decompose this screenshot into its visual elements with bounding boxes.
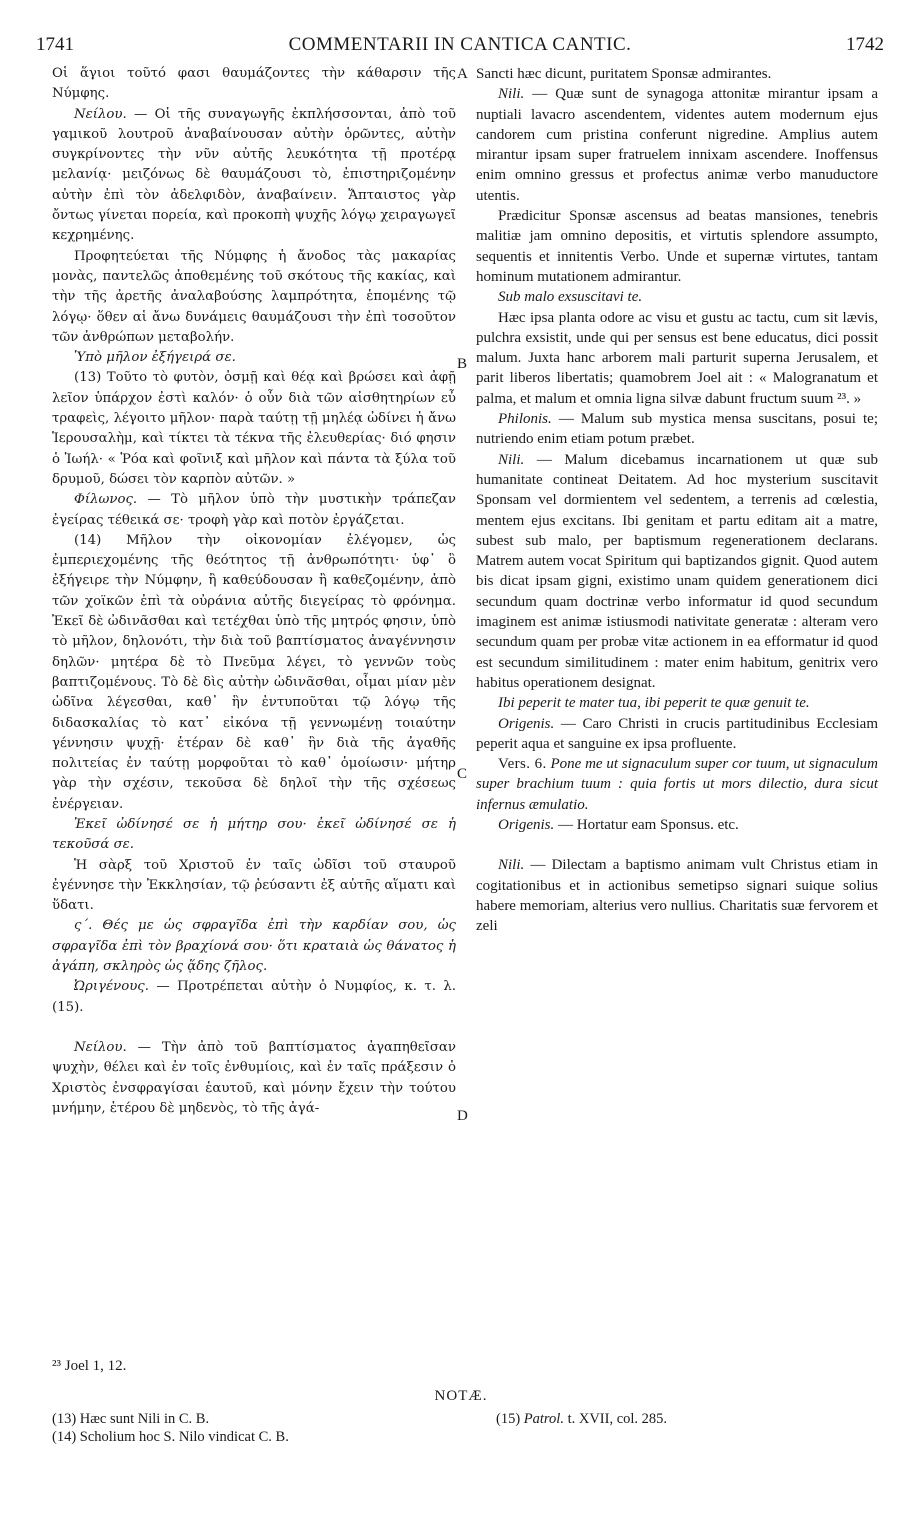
greek-paragraph: (14) Μῆλον τὴν οἰκονομίαν ἐλέγομεν, ὡς ἐμπεριεχομένης τῆς θεότητος τῇ ἀνθρωπότητι· ὑφ᾽ ὃ ἐξήγειρε τὴν Νύμφην, ἢ καθεύδουσαν ἢ καθεζομένην, ἀπὸ τῶν χοϊκῶν ἐπὶ τὰ οὐράνια αὐτῆς διεγείρας τὸ φρόνημα. Ἐκεῖ δὲ ὠδινᾶσθαι καὶ τετέχθαι ὑπὸ τῆς μητρός φησιν, ὑπὸ τὸ μῆλον, δηλονότι, τὴν διὰ τοῦ βαπτίσματος ἀναγέννησιν δηλῶν· μητέρα δὲ τὸ Πνεῦμα λέγει, τὸ γεννῶν τοὺς βαπτιζομένους. Τὸ δὲ δὶς αὐτὴν ὠδινᾶσθαι, οἶμαι μίαν μὲν ὠδῖνα λέγεσθαι, καθ᾽ ἣν ἐντυποῦται τῷ λόγῳ τῆς διδασκαλίας τὸ κατ᾽ εἰκόνα τῇ γεννωμένῃ τοιαύτην γέννησιν ψυχῇ· ἑτέραν δὲ καθ᾽ ἣν διὰ τῆς ἀγαθῆς πολιτείας ἐν ταύτῃ μορφοῦται τὸ καθ᾽ ὁμοίωσιν· μήτηρ γὰρ τὴν σχέσιν, τεκοῦσα δὲ δηλοῖ τὴν τῆς σχέσεως ἐνέργειαν.: [52, 532, 456, 812]
latin-paragraph: Vers. 6. Pone me ut signaculum super cor tuum, ut signaculum super brachium tuum : quia fortis ut mors dilectio, dura sicut infernus æmulatio.: [476, 756, 878, 813]
latin-paragraph: Philonis. — Malum sub mystica mensa suscitans, posui te; nutriendo enim etiam potum præbet.: [476, 411, 878, 448]
margin-letter-d: D: [457, 1108, 468, 1124]
note-13: (13) Hæc sunt Nili in C. B.: [52, 1411, 210, 1427]
latin-paragraph: Origenis. — Hortatur eam Sponsus. etc.: [498, 816, 739, 833]
margin-letter-c: C: [457, 766, 468, 782]
latin-paragraph: Nili. — Quæ sunt de synagoga attonitæ mirantur ipsam a nuptiali lavacro ascendentem, videntes autem modernum ejus candorem cum pristina conferunt nigredine. Amplius autem mirantur ipsam super fratruelem innixam ascendere. Inoffensus enim omnino gressus et profectus animæ verbo manuductore utentis.: [476, 86, 878, 204]
note-14: (14) Scholium hoc S. Nilo vindicat C. B.: [52, 1429, 289, 1445]
footnote: ²³ Joel 1, 12.: [52, 1358, 127, 1374]
greek-paragraph: Ὠριγένους. — Προτρέπεται αὐτὴν ὁ Νυμφίος, κ. τ. λ. (15).: [52, 979, 456, 1015]
note-15: (15) Patrol. t. XVII, col. 285.: [496, 1411, 668, 1427]
right-page-number: 1742: [846, 34, 884, 55]
greek-attribution: Νείλου.: [74, 1039, 127, 1055]
latin-paragraph: Hæc ipsa planta odore ac visu et gustu ac tactu, cum sit lævis, pulchra exsistit, unde qui per sensus est bene educatus, dici possit malum. Juxta hanc arborem mali parturit superna Jerusalem, et parit liberos libertatis; quamobrem Joel ait : « Malogranatum et palma, et malum et omnia ligna silvæ dabunt fructum suum ²³. »: [476, 309, 878, 407]
latin-attribution: Origenis.: [498, 715, 555, 732]
latin-paragraph: Nili. — Malum dicebamus incarnationem ut quæ sub humanitate contineat Deitatem. Ad hoc mysterium suscitavit Sponsam vel dormientem vel sedentem, a terrenis ad cœlestia, mentem ejus excitans. Ibi genitam et partu editam ait a matre, subest sub malo, per baptismum regenerationem declarans. Matrem autem vocat Spiritum qui baptizandos gignit. Quod autem bis dicat ipsam gigni, existimo unam quidem generationem dici secundum quam doctrinæ verbo informatur id quod secundum imaginem est animæ istiusmodi nativitate generatæ : alteram vero secundum quam per probæ vitæ actionem in ea efformatur id quod est secundum similitudinem : mater enim habitum, genitrix vero habitus operationem designat.: [476, 451, 878, 691]
running-title: COMMENTARII IN CANTICA CANTIC.: [288, 34, 632, 55]
running-header: [36, 34, 884, 62]
latin-paragraph: Prædicitur Sponsæ ascensus ad beatas mansiones, tenebris malitiæ jam omnino depositis, et virtutis splendore assumpto, sequentis et innitentis Verbo. Unde et supernæ virtutes, tantam hominum mutationem admirantur.: [476, 208, 878, 285]
latin-attribution: Origenis.: [498, 816, 555, 833]
verse-label: Vers. 6.: [498, 756, 547, 773]
latin-attribution: Nili.: [498, 86, 525, 103]
margin-letter-a: A: [457, 66, 468, 82]
greek-lemma: ς΄. Θές με ὡς σφραγῖδα ἐπὶ τὴν καρδίαν σου, ὡς σφραγῖδα ἐπὶ τὸν βραχίονά σου· ὅτι κραταιὰ ὡς θάνατος ἡ ἀγάπη, σκληρὸς ὡς ᾅδης ζῆλος.: [52, 918, 456, 975]
greek-lemma: Ὑπὸ μῆλον ἐξήγειρά σε.: [74, 350, 236, 366]
latin-lemma: Sub malo exsuscitavi te.: [498, 289, 643, 306]
left-page-number: 1741: [36, 34, 74, 55]
greek-lemma: Ἐκεῖ ὠδίνησέ σε ἡ μήτηρ σου· ἐκεῖ ὠδίνησέ σε ἡ τεκοῦσά σε.: [52, 816, 456, 853]
margin-letter-b: B: [457, 356, 468, 372]
notes-left: [52, 1410, 472, 1446]
latin-lemma: Ibi peperit te mater tua, ibi peperit te quæ genuit te.: [498, 695, 810, 712]
greek-paragraph: Ἡ σὰρξ τοῦ Χριστοῦ ἐν ταῖς ὠδῖσι τοῦ σταυροῦ ἐγέννησε τὴν Ἐκκλησίαν, τῷ ῥεύσαντι ἐξ αὐτῆς αἵματι καὶ ὕδατι.: [52, 857, 456, 914]
latin-attribution: Nili.: [498, 857, 525, 874]
greek-paragraph: Προφητεύεται τῆς Νύμφης ἡ ἄνοδος τὰς μακαρίας μονὰς, παντελῶς ἀποθεμένης τοῦ σκότους τῆς κακίας, καὶ τὴν τῆς ἀρετῆς ἀναλαβούσης λαμπρότητα, ἑπομένης τῷ λόγῳ· ὅθεν αἱ ἄνω δυνάμεις θαυμάζουσι τὴν ἐπὶ τοσοῦτον τῶν ἀνθρώπων μεταβολήν.: [52, 248, 456, 345]
greek-paragraph: (13) Τοῦτο τὸ φυτὸν, ὀσμῇ καὶ θέᾳ καὶ βρώσει καὶ ἀφῇ λεῖον ὑπάρχον ἐστὶ καλόν· ὁ οὖν διὰ τῶν αἰσθητηρίων εὖ τραφεὶς, λέγοιτο μῆλον· παρὰ ταύτῃ τῇ μηλέᾳ ὠδίνει ἡ ἄνω Ἱερουσαλὴμ, καὶ τίκτει τὰ τέκνα τῆς ἐλευθερίας· διό φησιν ὁ Ἰωήλ· « Ῥόα καὶ φοῖνιξ καὶ μῆλον καὶ πάντα τὰ ξύλα τοῦ δρυμοῦ, δώσει τὸν καρπὸν αὐτῶν. »: [52, 370, 456, 487]
greek-paragraph: Φίλωνος. — Τὸ μῆλον ὑπὸ τὴν μυστικὴν τράπεζαν ἐγείρας τέθεικά σε· τροφὴ γὰρ καὶ ποτὸν ἐργάζεται.: [52, 492, 456, 528]
latin-attribution: Nili.: [498, 451, 525, 468]
greek-paragraph: Νείλου. — Οἱ τῆς συναγωγῆς ἐκπλήσσονται, ἀπὸ τοῦ γαμικοῦ λουτροῦ ἀναβαίνουσαν αὐτὴν ὁρῶντες, αὐτὴν συγκρίνοντες τὴν νῦν αὐτῆς λευκότητα τῇ προτέρᾳ μελανίᾳ· μειζόνως δὲ θαυμάζουσι τὸ, ἐπιστηριζομένην αὐτὴν ἐπὶ τὸν ἀδελφιδὸν, ἀναβαίνειν. Ἄπταιστος γὰρ ὄντως γίνεται πορεία, καὶ προκοπὴ ψυχῆς λόγῳ χειραγωγεῖ κεχρημένης.: [52, 106, 456, 244]
greek-paragraph: Νείλου. — Τὴν ἀπὸ τοῦ βαπτίσματος ἀγαπηθεῖσαν ψυχὴν, θέλει καὶ ἐν τοῖς ἐνθυμίοις, καὶ ἐν ταῖς πράξεσιν ὁ Χριστὸς ἐνσφραγίσαι ἑαυτοῦ, καὶ μόνην ἔχειν τὴν τούτου μνήμην, ἑτέρου δὲ μηδενὸς, τὸ τῆς ἀγά-: [52, 1039, 456, 1116]
greek-paragraph: Οἱ ἅγιοι τοῦτό φασι θαυμάζοντες τὴν κάθαρσιν τῆς Νύμφης.: [52, 66, 456, 102]
notes-heading: NOTÆ.: [434, 1388, 488, 1404]
greek-attribution: Φίλωνος.: [74, 492, 138, 508]
greek-column: [52, 64, 456, 1119]
latin-paragraph: Nili. — Dilectam a baptismo animam vult Christus etiam in cogitationibus et in actionibus semetipso signari suique solius habere memoriam, alterius vero nullius. Charitatis suæ fervorem et zeli: [476, 857, 878, 935]
greek-attribution: Ὠριγένους.: [74, 979, 149, 995]
latin-column: [476, 64, 878, 936]
notes-right: [496, 1410, 876, 1428]
latin-attribution: Philonis.: [498, 411, 552, 428]
latin-paragraph: Sancti hæc dicunt, puritatem Sponsæ admirantes.: [476, 66, 772, 82]
latin-paragraph: Origenis. — Caro Christi in crucis partitudinibus Ecclesiam peperit aqua et sanguine ex ipsa profluente.: [476, 715, 878, 752]
greek-attribution: Νείλου.: [74, 106, 127, 122]
